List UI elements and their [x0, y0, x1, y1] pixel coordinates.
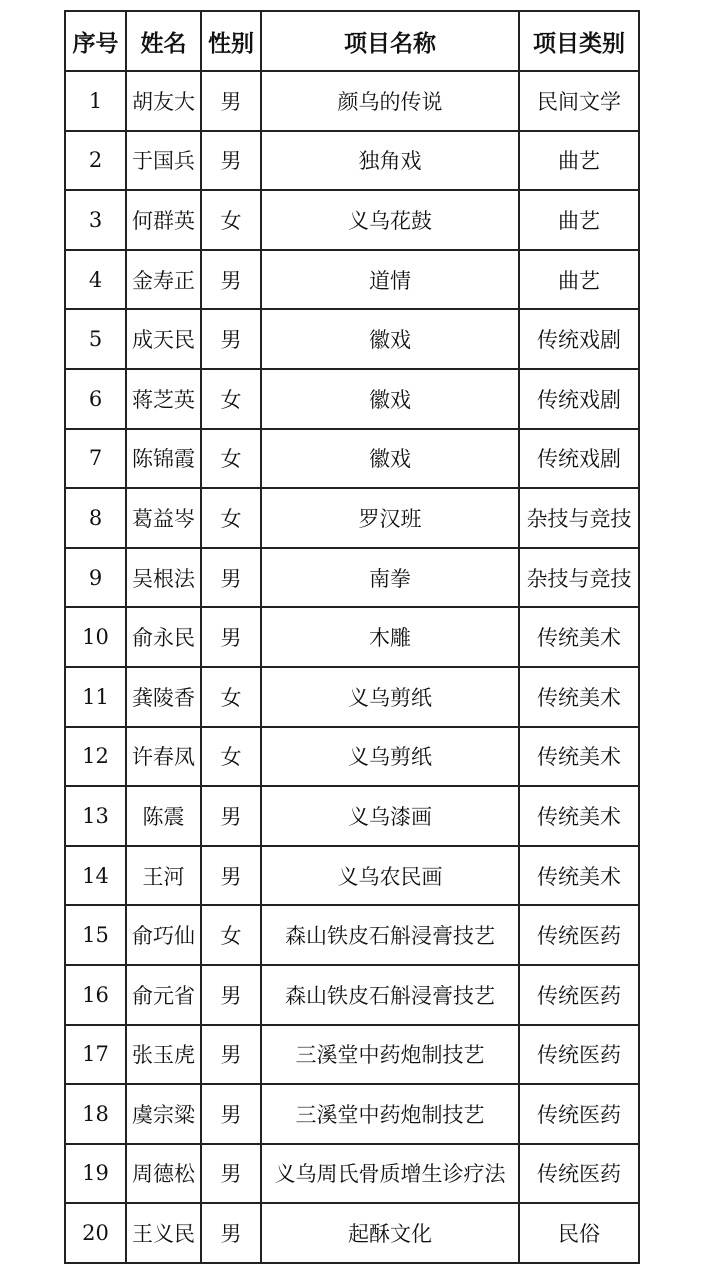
- next-row-border-stub: [64, 1254, 638, 1260]
- cell-project-name: 义乌漆画: [261, 786, 519, 846]
- cell-gender: 女: [201, 429, 261, 489]
- cell-project-name: 徽戏: [261, 309, 519, 369]
- table-row: [65, 727, 639, 787]
- cell-name: 蒋芝英: [126, 369, 201, 429]
- cell-name: 虞宗粱: [126, 1084, 201, 1144]
- cell-project-name: 义乌花鼓: [261, 190, 519, 250]
- table-row: [65, 71, 639, 131]
- cell-project-name: 木雕: [261, 607, 519, 667]
- header-serial-number: 序号: [65, 11, 126, 71]
- cell-gender: 男: [201, 71, 261, 131]
- cell-project-category: 传统戏剧: [519, 369, 639, 429]
- table-row: [65, 309, 639, 369]
- cell-name: 陈锦霞: [126, 429, 201, 489]
- cell-gender: 男: [201, 786, 261, 846]
- cell-name: 葛益岑: [126, 488, 201, 548]
- table-row: [65, 1144, 639, 1204]
- cell-serial-number: 2: [65, 131, 126, 191]
- cell-project-name: 三溪堂中药炮制技艺: [261, 1025, 519, 1085]
- cell-gender: 男: [201, 250, 261, 310]
- cell-project-category: 传统戏剧: [519, 429, 639, 489]
- table-row: [65, 369, 639, 429]
- cell-serial-number: 14: [65, 846, 126, 906]
- cell-project-name: 南拳: [261, 548, 519, 608]
- cell-project-category: 民间文学: [519, 71, 639, 131]
- cell-gender: 男: [201, 309, 261, 369]
- cell-gender: 男: [201, 965, 261, 1025]
- cell-name: 俞巧仙: [126, 905, 201, 965]
- table-row: [65, 965, 639, 1025]
- cell-project-name: 起酥文化: [261, 1203, 519, 1263]
- cell-gender: 女: [201, 667, 261, 727]
- cell-serial-number: 12: [65, 727, 126, 787]
- cell-serial-number: 9: [65, 548, 126, 608]
- cell-name: 许春凤: [126, 727, 201, 787]
- cell-gender: 女: [201, 190, 261, 250]
- cell-name: 俞元省: [126, 965, 201, 1025]
- cell-project-category: 传统医药: [519, 905, 639, 965]
- cell-serial-number: 8: [65, 488, 126, 548]
- table-row: [65, 667, 639, 727]
- cell-serial-number: 5: [65, 309, 126, 369]
- cell-project-name: 三溪堂中药炮制技艺: [261, 1084, 519, 1144]
- cell-gender: 女: [201, 488, 261, 548]
- cell-serial-number: 20: [65, 1203, 126, 1263]
- cell-project-category: 传统戏剧: [519, 309, 639, 369]
- table-row: [65, 429, 639, 489]
- cell-gender: 男: [201, 1203, 261, 1263]
- cell-name: 俞永民: [126, 607, 201, 667]
- cell-project-name: 义乌剪纸: [261, 667, 519, 727]
- cell-gender: 女: [201, 905, 261, 965]
- cell-project-category: 传统医药: [519, 965, 639, 1025]
- cell-project-name: 义乌剪纸: [261, 727, 519, 787]
- cell-gender: 男: [201, 1084, 261, 1144]
- cell-name: 何群英: [126, 190, 201, 250]
- cell-name: 陈震: [126, 786, 201, 846]
- cropped-title-fragment: [380, 0, 720, 6]
- cell-name: 于国兵: [126, 131, 201, 191]
- cell-serial-number: 11: [65, 667, 126, 727]
- cell-gender: 女: [201, 369, 261, 429]
- table-row: [65, 1025, 639, 1085]
- cell-gender: 男: [201, 607, 261, 667]
- table-row: [65, 548, 639, 608]
- cell-project-category: 传统医药: [519, 1144, 639, 1204]
- cell-project-name: 徽戏: [261, 369, 519, 429]
- header-project-name: 项目名称: [261, 11, 519, 71]
- cell-project-category: 传统医药: [519, 1025, 639, 1085]
- cell-serial-number: 4: [65, 250, 126, 310]
- header-row: [65, 11, 639, 71]
- cell-name: 周德松: [126, 1144, 201, 1204]
- header-gender: 性别: [201, 11, 261, 71]
- table-row: [65, 905, 639, 965]
- cell-gender: 男: [201, 548, 261, 608]
- cell-project-category: 传统美术: [519, 846, 639, 906]
- cell-name: 龚陵香: [126, 667, 201, 727]
- cell-project-category: 曲艺: [519, 190, 639, 250]
- cell-project-category: 传统美术: [519, 786, 639, 846]
- cell-project-name: 独角戏: [261, 131, 519, 191]
- cell-project-category: 传统医药: [519, 1084, 639, 1144]
- cell-serial-number: 10: [65, 607, 126, 667]
- table-row: [65, 190, 639, 250]
- table-row: [65, 488, 639, 548]
- cell-serial-number: 17: [65, 1025, 126, 1085]
- table-row: [65, 1084, 639, 1144]
- table-row: [65, 786, 639, 846]
- cell-name: 金寿正: [126, 250, 201, 310]
- cell-project-category: 传统美术: [519, 727, 639, 787]
- cell-serial-number: 18: [65, 1084, 126, 1144]
- cell-project-category: 曲艺: [519, 131, 639, 191]
- cell-project-name: 罗汉班: [261, 488, 519, 548]
- cell-gender: 男: [201, 1025, 261, 1085]
- cell-name: 吴根法: [126, 548, 201, 608]
- cell-project-category: 传统美术: [519, 667, 639, 727]
- cell-name: 张玉虎: [126, 1025, 201, 1085]
- cell-gender: 男: [201, 131, 261, 191]
- cell-project-name: 义乌周氏骨质增生诊疗法: [261, 1144, 519, 1204]
- cell-gender: 女: [201, 727, 261, 787]
- table-row: [65, 846, 639, 906]
- inheritor-table: [64, 10, 640, 1264]
- cell-project-name: 颜乌的传说: [261, 71, 519, 131]
- cell-name: 王河: [126, 846, 201, 906]
- cell-project-category: 曲艺: [519, 250, 639, 310]
- cell-name: 成天民: [126, 309, 201, 369]
- cell-serial-number: 7: [65, 429, 126, 489]
- cell-serial-number: 15: [65, 905, 126, 965]
- cell-project-name: 森山铁皮石斛浸膏技艺: [261, 965, 519, 1025]
- header-name: 姓名: [126, 11, 201, 71]
- table-row: [65, 607, 639, 667]
- cell-serial-number: 13: [65, 786, 126, 846]
- cell-serial-number: 16: [65, 965, 126, 1025]
- cell-project-category: 民俗: [519, 1203, 639, 1263]
- cell-project-name: 徽戏: [261, 429, 519, 489]
- cell-project-name: 道情: [261, 250, 519, 310]
- cell-gender: 男: [201, 1144, 261, 1204]
- cell-serial-number: 3: [65, 190, 126, 250]
- cell-project-name: 森山铁皮石斛浸膏技艺: [261, 905, 519, 965]
- cell-serial-number: 19: [65, 1144, 126, 1204]
- cell-project-name: 义乌农民画: [261, 846, 519, 906]
- header-project-category: 项目类别: [519, 11, 639, 71]
- cell-serial-number: 6: [65, 369, 126, 429]
- cell-project-category: 杂技与竞技: [519, 548, 639, 608]
- cell-gender: 男: [201, 846, 261, 906]
- table-row: [65, 131, 639, 191]
- cell-project-category: 传统美术: [519, 607, 639, 667]
- table-row: [65, 250, 639, 310]
- cell-name: 王义民: [126, 1203, 201, 1263]
- cell-name: 胡友大: [126, 71, 201, 131]
- cell-serial-number: 1: [65, 71, 126, 131]
- cell-project-category: 杂技与竞技: [519, 488, 639, 548]
